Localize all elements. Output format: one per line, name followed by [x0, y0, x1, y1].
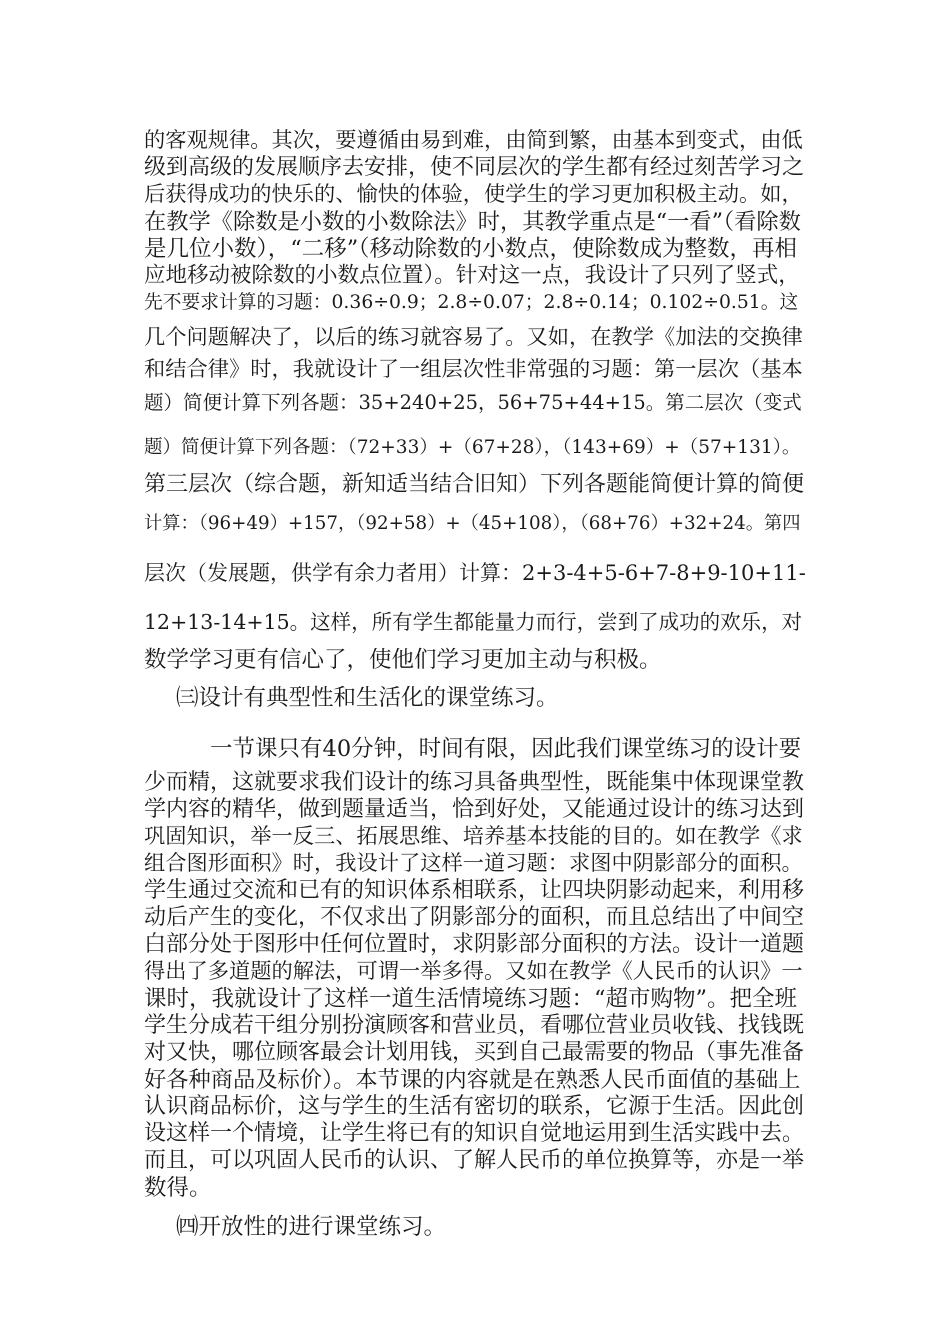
paragraph-line: 设这样一个情境，让学生将已有的知识自觉地运用到生活实践中去。 [144, 1121, 805, 1146]
paragraph-line: 是几位小数），“二移”（移动除数的小数点，使除数成为整数，再相 [144, 236, 798, 262]
paragraph-line: 层次（发展题，供学有余力者用）计算：2+3-4+5-6+7-8+9-10+11- [144, 561, 806, 585]
paragraph-line: 少而精，这就要求我们设计的练习具备典型性，既能集中体现课堂教 [144, 770, 805, 795]
paragraph-line: 题）简便计算下列各题：35+240+25，56+75+44+15。第二层次（变式 [144, 391, 802, 414]
paragraph-line: 题）简便计算下列各题：（72+33）+（67+28），（143+69）+（57+131）。 [144, 437, 801, 458]
paragraph-line: 认识商品标价，这与学生的生活有密切的联系，它源于生活。因此创 [144, 1094, 805, 1119]
paragraph-line: 学内容的精华，做到题量适当，恰到好处，又能通过设计的练习达到 [144, 797, 805, 822]
paragraph-line: 一节课只有40分钟，时间有限，因此我们课堂练习的设计要 [210, 736, 802, 762]
paragraph-line: 学生通过交流和已有的知识体系相联系，让四块阴影动起来，利用移 [144, 878, 805, 903]
paragraph-line: 和结合律》时，我就设计了一组层次性非常强的习题：第一层次（基本 [144, 357, 803, 382]
paragraph-line: 的客观规律。其次，要遵循由易到难，由简到繁，由基本到变式，由低 [144, 128, 803, 153]
section-heading-3: ㈢设计有典型性和生活化的课堂练习。 [176, 685, 559, 711]
paragraph-line: 动后产生的变化，不仅求出了阴影部分的面积，而且总结出了中间空 [144, 905, 805, 930]
paragraph-line: 课时，我就设计了这样一道生活情境练习题：“超市购物”。把全班 [144, 986, 798, 1012]
paragraph-line: 几个问题解决了，以后的练习就容易了。又如，在教学《加法的交换律 [144, 325, 803, 350]
paragraph-line: 计算：（96+49）+157，（92+58）+（45+108），（68+76）+32+24。第四 [144, 513, 801, 534]
paragraph-line: 组合图形面积》时，我设计了这样一道习题：求图中阴影部分的面积。 [144, 851, 803, 876]
paragraph-line: 而且，可以巩固人民币的认识、了解人民币的单位换算等，亦是一举 [144, 1148, 805, 1173]
paragraph-line: 得出了多道题的解法，可谓一举多得。又如在教学《人民币的认识》一 [144, 959, 803, 984]
paragraph-line: 级到高级的发展顺序去安排，使不同层次的学生都有经过刻苦学习之 [144, 155, 805, 180]
paragraph-line: 12+13-14+15。这样，所有学生都能量力而行，尝到了成功的欢乐，对 [144, 610, 803, 634]
section-heading-4: ㈣开放性的进行课堂练习。 [176, 1214, 447, 1240]
paragraph-line: 学生分成若干组分别扮演顾客和营业员，看哪位营业员收钱、找钱既 [144, 1013, 805, 1038]
paragraph-line: 后获得成功的快乐的、愉快的体验，使学生的学习更加积极主动。如， [144, 182, 803, 207]
paragraph-line: 数学学习更有信心了，使他们学习更加主动与积极。 [144, 647, 662, 673]
paragraph-line: 在教学《除数是小数的小数除法》时，其教学重点是“一看”（看除数 [144, 209, 801, 235]
paragraph-line: 先不要求计算的习题：0.36÷0.9；2.8÷0.07；2.8÷0.14；0.102÷0.51。这 [144, 292, 799, 313]
paragraph-line: 好各种商品及标价）。本节课的内容就是在熟悉人民币面值的基础上 [144, 1067, 801, 1093]
paragraph-line: 对又快，哪位顾客最会计划用钱，买到自己最需要的物品（事先准备 [144, 1040, 805, 1065]
paragraph-line: 数得。 [144, 1175, 212, 1201]
paragraph-line: 巩固知识，举一反三、拓展思维、培养基本技能的目的。如在教学《求 [144, 824, 803, 849]
paragraph-line: 第三层次（综合题，新知适当结合旧知）下列各题能简便计算的简便 [144, 472, 805, 497]
paragraph-line: 白部分处于图形中任何位置时，求阴影部分面积的方法。设计一道题 [144, 932, 805, 957]
paragraph-line: 应地移动被除数的小数点位置）。针对这一点，我设计了只列了竖式， [144, 263, 800, 288]
